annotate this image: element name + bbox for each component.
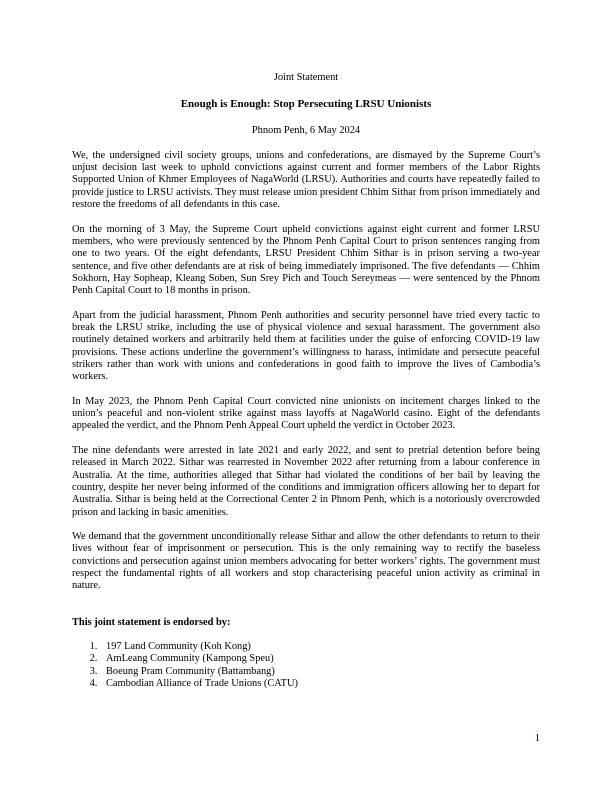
endorser-item: 1. 197 Land Community (Koh Kong)	[100, 641, 540, 653]
document-title: Enough is Enough: Stop Persecuting LRSU Unionists	[180, 98, 432, 111]
section-spacer	[72, 605, 540, 617]
endorser-list	[72, 641, 540, 690]
body-paragraph: We demand that the government unconditionally release Sithar and allow the other defendants to return to their lives without fear of imprisonment or persecution. This is the only remaining way to rectify the baseless convictions and persecution against union members advocating for better workers’ rights. The government must respect the fundamental rights of all workers and stop characterising peaceful union activity as criminal in nature.	[72, 531, 540, 592]
endorser-item: 3. Boeung Pram Community (Battambang)	[100, 666, 540, 678]
body-paragraph: On the morning of 3 May, the Supreme Court upheld convictions against eight current and former LRSU members, who were previously sentenced by the Phnom Penh Capital Court to prison sentences ranging from one to two years. Of the eight defendants, LRSU President Chhim Sithar is in prison serving a two-year sentence, and five other defendants are at risk of being immediately imprisoned. The five defendants — Chhim Sokhorn, Hay Sopheap, Kleang Soben, Sun Srey Pich and Touch Sereymeas — were sentenced by the Phnom Penh Capital Court to 18 months in prison.	[72, 223, 540, 297]
statement-body	[72, 150, 540, 593]
body-paragraph: We, the undersigned civil society groups, unions and confederations, are dismayed by the Supreme Court’s unjust decision last week to uphold convictions against current and former members of the Labor Rights Supported Union of Khmer Employees of NagaWorld (LRSU). Authorities and courts have repeatedly failed to provide justice to LRSU activists. They must release union president Chhim Sithar from prison immediately and restore the freedoms of all defendants in this case.	[72, 149, 540, 211]
endorsement-heading: This joint statement is endorsed by:	[72, 616, 231, 628]
endorser-item: 2. AmLeang Community (Kampong Speu)	[100, 653, 540, 665]
body-paragraph: Apart from the judicial harassment, Phnom Penh authorities and security personnel have tried every tactic to break the LRSU strike, including the use of physical violence and sexual harassment. The government also routinely detained workers and arbitrarily held them at facilities under the guise of enforcing COVID-19 law provisions. These actions underline the government’s willingness to harass, intimidate and persecute peaceful strikers rather than work with unions and confederations in good faith to improve the lives of Cambodia’s workers.	[72, 309, 540, 383]
document-type-label: Joint Statement	[273, 72, 339, 83]
dateline: Phnom Penh, 6 May 2024	[251, 124, 361, 136]
endorser-item: 4. Cambodian Alliance of Trade Unions (CATU)	[100, 678, 540, 690]
body-paragraph: The nine defendants were arrested in late 2021 and early 2022, and sent to pretrial detention before being released in March 2022. Sithar was rearrested in November 2022 after returning from a labour conference in Australia. At the time, authorities alleged that Sithar had violated the conditions of her bail by leaving the country, despite her never being informed of the conditions and immigration officers allowing her to depart for Australia. Sithar is being held at the Correctional Center 2 in Phnom Penh, which is a notoriously overcrowded prison and lacking in basic amenities.	[72, 445, 540, 518]
page-number: 1	[534, 733, 540, 744]
body-paragraph: In May 2023, the Phnom Penh Capital Court convicted nine unionists on incitement charges linked to the union’s peaceful and non-violent strike against mass layoffs at NagaWorld casino. Eight of the defendants appealed the verdict, and the Phnom Penh Appeal Court upheld the verdict in October 2023.	[72, 395, 540, 432]
